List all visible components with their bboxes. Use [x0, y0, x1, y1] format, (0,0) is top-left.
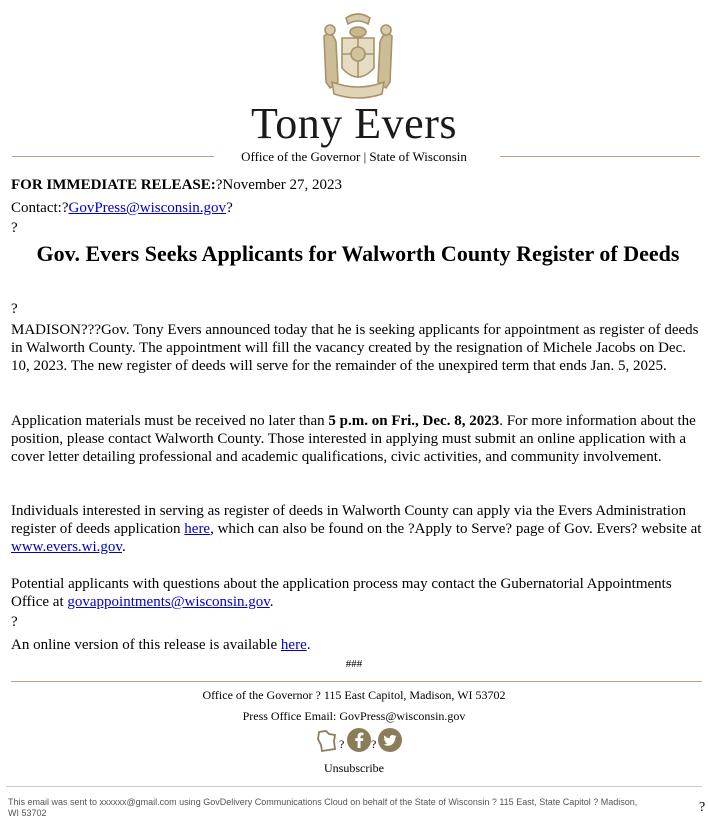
social-separator: ?: [339, 737, 345, 751]
footer-address: Office of the Governor ? 115 East Capitol, Madison, WI 53702: [202, 688, 506, 702]
wisconsin-seal-logo: [310, 8, 406, 106]
appointments-email-link[interactable]: govappointments@wisconsin.gov: [67, 594, 270, 610]
paragraph-apply: Individuals interested in serving as register of deeds in Walworth County can apply via the Evers Administration register of deeds application here, which can also be found on the ?Apply to Serve? page of Gov. Evers? website at www.evers.wi.gov.: [11, 503, 702, 555]
facebook-icon[interactable]: [347, 728, 371, 752]
spacer: ?: [11, 301, 18, 317]
spacer: ?: [11, 220, 18, 236]
release-date: ?November 27, 2023: [215, 177, 342, 193]
corner-glyph: ?: [699, 800, 706, 815]
unsubscribe-link[interactable]: Unsubscribe: [324, 761, 384, 775]
spacer: ?: [11, 614, 18, 630]
release-title: Gov. Evers Seeks Applicants for Walworth County Register of Deeds: [36, 241, 680, 266]
footer-divider: [6, 786, 702, 787]
footer-press-email: Press Office Email: GovPress@wisconsin.gov: [242, 709, 466, 723]
wisconsin-map-icon[interactable]: [316, 729, 338, 753]
footer-rule: [11, 681, 702, 682]
paragraph-announcement: MADISON???Gov. Tony Evers announced today that he is seeking applicants for appointment as register of deeds in Walworth County. The appointment will fill the vacancy created by the resignation of Michele Jacobs on Dec. 10, 2023. The new register of deeds will serve for the remainder of the unexpired term that ends Jan. 5, 2025.: [11, 322, 699, 374]
social-separator: ?: [371, 737, 377, 751]
online-version-link[interactable]: here: [280, 637, 307, 653]
release-label: FOR IMMEDIATE RELEASE:: [11, 177, 216, 193]
online-version-line: An online version of this release is available here.: [11, 637, 311, 653]
social-links: [316, 727, 406, 753]
twitter-icon[interactable]: [378, 728, 402, 752]
contact-line: Contact:?GovPress@wisconsin.gov?: [11, 200, 233, 216]
paragraph-deadline: Application materials must be received no later than 5 p.m. on Fri., Dec. 8, 2023. For more information about the position, please contact Walworth County. Those interested in applying must submit an online application with a cover letter detailing professional and academic qualifications, civic activities, and community involvement.: [11, 413, 696, 465]
delivery-disclaimer: This email was sent to xxxxxx@gmail.com using GovDelivery Communications Cloud on behalf of the State of Wisconsin ? 115 East, State Capitol ? Madison, WI 53702: [8, 797, 638, 818]
contact-email-link[interactable]: GovPress@wisconsin.gov: [68, 200, 227, 216]
brand-subtitle: Office of the Governor | State of Wisconsin: [0, 149, 708, 165]
application-link[interactable]: here: [184, 521, 211, 537]
paragraph-questions: Potential applicants with questions about the application process may contact the Gubernatorial Appointments Office at govappointments@wisconsin.gov.: [11, 576, 672, 610]
release-line: [11, 176, 705, 194]
brand-name: Tony Evers: [251, 99, 457, 148]
deadline-text: 5 p.m. on Fri., Dec. 8, 2023: [328, 413, 500, 429]
end-mark: ###: [345, 658, 363, 670]
website-link[interactable]: www.evers.wi.gov: [11, 539, 122, 555]
